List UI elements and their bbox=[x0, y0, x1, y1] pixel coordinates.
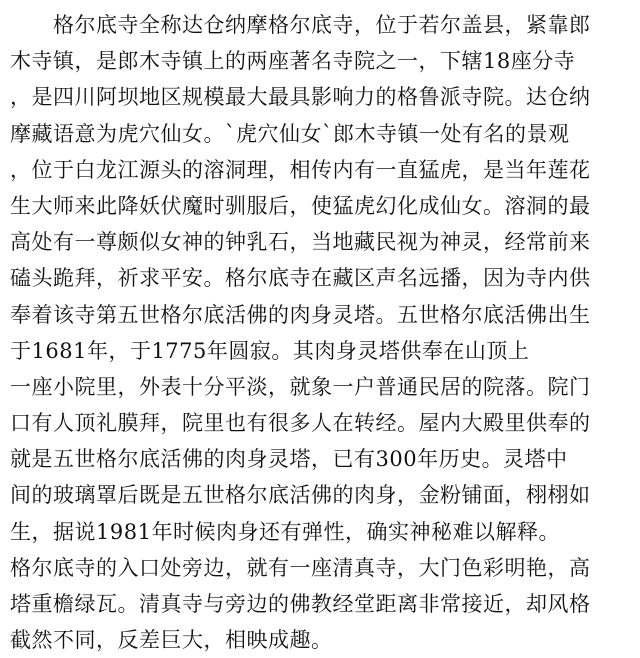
text-line: 磕头跪拜，祈求平安。格尔底寺在藏区声名远播，因为寺内供 bbox=[10, 266, 591, 291]
text-line: ，位于白龙江源头的溶洞理，相传内有一直猛虎，是当年莲花 bbox=[10, 157, 591, 182]
text-line: 截然不同，反差巨大，相映成趣。 bbox=[10, 628, 333, 653]
text-line: 于1681年，于1775年圆寂。其肉身灵塔供奉在山顶上 bbox=[10, 338, 530, 363]
text-line: 摩藏语意为虎穴仙女。`虎穴仙女`郎木寺镇一处有名的景观 bbox=[10, 121, 570, 146]
text-line: 塔重檐绿瓦。清真寺与旁边的佛教经堂距离非常接近，却风格 bbox=[10, 592, 591, 616]
text-line: 间的玻璃罩后既是五世格尔底活佛的肉身，金粉铺面，栩栩如 bbox=[10, 483, 591, 508]
article-text bbox=[10, 7, 636, 658]
text-line: 生大师来此降妖伏魔时驯服后，使猛虎幻化成仙女。溶洞的最 bbox=[10, 193, 591, 218]
text-line: 口有人顶礼膜拜，院里也有很多人在转经。屋内大殿里供奉的 bbox=[10, 411, 591, 436]
text-line: 木寺镇，是郎木寺镇上的两座著名寺院之一，下辖18座分寺 bbox=[10, 49, 576, 74]
text-line: ，是四川阿坝地区规模最大最具影响力的格鲁派寺院。达仓纳 bbox=[10, 85, 591, 110]
text-line: 生，据说1981年时候肉身还有弹性，确实神秘难以解释。 bbox=[10, 519, 560, 544]
text-line: 就是五世格尔底活佛的肉身灵塔，已有300年历史。灵塔中 bbox=[10, 447, 568, 472]
text-line: 奉着该寺第五世格尔底活佛的肉身灵塔。五世格尔底活佛出生 bbox=[10, 302, 591, 327]
text-line: 高处有一尊颇似女神的钟乳石，当地藏民视为神灵，经常前来 bbox=[10, 230, 591, 255]
text-line: 一座小院里，外表十分平淡，就象一户普通民居的院落。院门 bbox=[10, 374, 591, 399]
text-line: 格尔底寺的入口处旁边，就有一座清真寺，大门色彩明艳，高 bbox=[10, 555, 591, 580]
text-line: 格尔底寺全称达仓纳摩格尔底寺，位于若尔盖县，紧靠郎 bbox=[10, 13, 591, 37]
